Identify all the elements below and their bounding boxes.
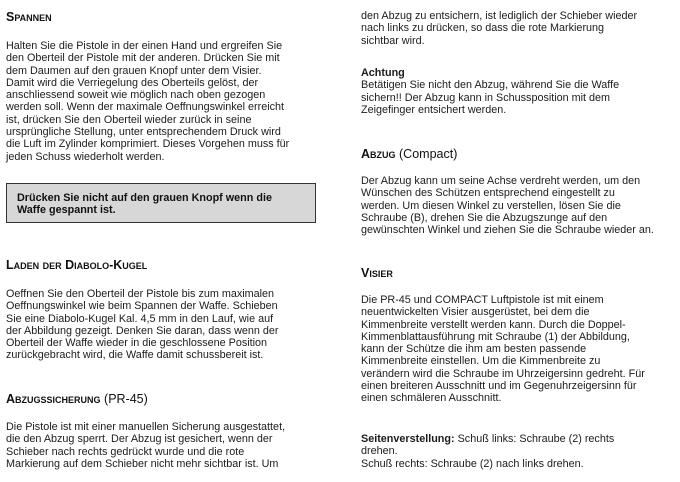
abzugssicherung-body bbox=[6, 421, 285, 470]
text-line: Oeffnen Sie den Oberteil der Pistole bis zum maximalen bbox=[6, 288, 275, 300]
section-abzug bbox=[361, 147, 457, 161]
heading-spannen: Spannen bbox=[6, 10, 52, 24]
text-line: werden soll. Wenn der maximale Oeffnungswinkel erreicht bbox=[6, 101, 285, 114]
text-line: dem Daumen auf den grauen Knopf unter dem Visier. bbox=[6, 64, 262, 77]
text-line: ist, drücken Sie den Oberteil wieder zurück in seine bbox=[6, 113, 252, 126]
text-line: einen schmäleren Ausschnitt. bbox=[361, 392, 502, 405]
visier-body bbox=[361, 294, 645, 405]
continuation-body bbox=[361, 10, 637, 47]
spannen-body bbox=[6, 40, 289, 163]
text-line: sichern!! Der Abzug kann in Schussposition mit dem bbox=[361, 91, 611, 104]
abzug-body bbox=[361, 175, 654, 236]
text-line: verändern wird die Schraube im Uhrzeigersinn gedreht. Für bbox=[361, 367, 645, 380]
warning-box bbox=[6, 183, 316, 223]
text-line: Betätigen Sie nicht den Abzug, während Sie die Waffe bbox=[361, 79, 620, 92]
section-seitenverstellung bbox=[361, 433, 614, 470]
section-spannen bbox=[6, 10, 52, 24]
text-line: Schuß rechts: Schraube (2) nach links drehen. bbox=[361, 457, 584, 470]
text-line: drehen. bbox=[361, 445, 398, 458]
text-line: kann der Schütze die ihm am besten passende bbox=[361, 343, 587, 356]
text-line: Oberteil der Waffe wieder in die geschlossene Position bbox=[6, 337, 268, 350]
seiten-text: Schuß links: Schraube (2) rechts bbox=[454, 433, 615, 445]
text-line: Wünschen des Schützen entsprechend eingestellt zu bbox=[361, 187, 615, 200]
text-line: sichtbar wird. bbox=[361, 34, 425, 47]
text-line: die Luft im Zylinder komprimiert. Dieses Vorgehen muss für bbox=[6, 138, 290, 151]
text-line: den Oberteil der Pistole mit der anderen. Drücken Sie mit bbox=[6, 52, 280, 65]
text-line: der Abbildung gezeigt. Denken Sie daran, dass wenn der bbox=[6, 324, 279, 337]
text-line: zurückgebracht wird, die Waffe damit schussbereit ist. bbox=[6, 349, 264, 362]
text-line: Kimmenblattausführung mit Schraube (1) der Abbildung, bbox=[361, 330, 630, 343]
text-line: Die PR-45 und COMPACT Luftpistole ist mit einem bbox=[361, 294, 604, 306]
text-line: Halten Sie die Pistole in der einen Hand und ergreifen Sie bbox=[6, 40, 283, 52]
heading-abzugssicherung: Abzugssicherung (PR-45) bbox=[6, 392, 148, 406]
seiten-line-1 bbox=[361, 433, 614, 445]
heading-abzug: Abzug (Compact) bbox=[361, 147, 458, 161]
text-line: einen breiteren Ausschnitt und im Gegenuhrzeigersinn für bbox=[361, 380, 637, 393]
text-line: gewünschten Winkel und ziehen Sie die Schraube wieder an. bbox=[361, 224, 654, 237]
text-line: Schraube (B), drehen Sie die Abzugszunge auf den bbox=[361, 211, 608, 224]
text-line: Zeigefinger entsichert werden. bbox=[361, 103, 507, 116]
text-line: Sie eine Diabolo-Kugel Kal. 4,5 mm in den Lauf, wie auf bbox=[6, 312, 274, 325]
achtung-title: Achtung bbox=[361, 67, 405, 79]
seiten-label: Seitenverstellung: bbox=[361, 433, 455, 445]
text-line: anschliessend soweit wie möglich nach oben gezogen bbox=[6, 89, 266, 102]
text-line: jeden Schuss wiederholt werden. bbox=[6, 150, 165, 163]
section-visier bbox=[361, 266, 393, 280]
warning-line: Waffe gespannt ist. bbox=[17, 204, 116, 217]
text-line: Damit wird die Verriegelung des Oberteils gelöst, der bbox=[6, 76, 259, 89]
text-line: Kimmenbreite verstellt werden kann. Durch die Doppel- bbox=[361, 318, 626, 331]
text-line: Oeffnungswinkel wie beim Spannen der Waffe. Schieben bbox=[6, 300, 278, 313]
text-line: Markierung auf dem Schieber nicht mehr sichtbar ist. Um bbox=[6, 457, 279, 470]
warning-line: Drücken Sie nicht auf den grauen Knopf wenn die bbox=[17, 192, 272, 204]
text-line: werden. Um diesen Winkel zu verstellen, lösen Sie die bbox=[361, 199, 621, 212]
section-abzugssicherung bbox=[6, 392, 148, 406]
text-line: Der Abzug kann um seine Achse verdreht werden, um den bbox=[361, 175, 641, 187]
section-laden bbox=[6, 258, 147, 272]
heading-visier: Visier bbox=[361, 266, 393, 280]
text-line: die den Abzug sperrt. Der Abzug ist gesichert, wenn der bbox=[6, 433, 273, 446]
text-line: neuentwickelten Visier ausgerüstet, bei dem die bbox=[361, 306, 590, 319]
text-line: Schieber nach rechts gedrückt wurde und die rote bbox=[6, 445, 245, 458]
text-line: ursprüngliche Stellung, unter entsprechendem Druck wird bbox=[6, 126, 281, 139]
section-achtung bbox=[361, 67, 619, 116]
heading-laden: Laden der Diabolo-Kugel bbox=[6, 258, 148, 272]
laden-body bbox=[6, 288, 279, 362]
text-line: den Abzug zu entsichern, ist lediglich der Schieber wieder bbox=[361, 10, 638, 22]
text-line: Die Pistole ist mit einer manuellen Sicherung ausgestattet, bbox=[6, 421, 286, 433]
text-line: nach links zu drücken, so dass die rote Markierung bbox=[361, 22, 605, 35]
text-line: Kimmenbreite einstellen. Um die Kimmenbreite zu bbox=[361, 355, 601, 368]
